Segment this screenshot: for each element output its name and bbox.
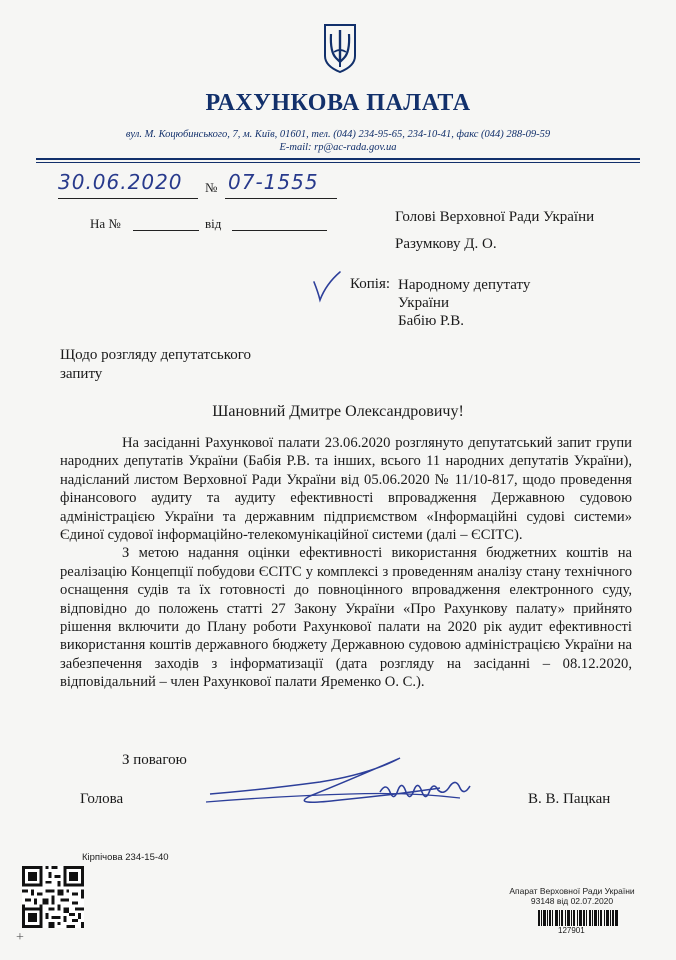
barcode-icon (538, 910, 618, 926)
letterhead-rule-thin (36, 162, 640, 163)
trident-emblem-icon (322, 22, 358, 74)
barcode-number: 127901 (558, 926, 585, 935)
signer-name: В. В. Пацкан (528, 791, 611, 807)
outgoing-date-line (58, 198, 198, 199)
letterhead-rule (36, 158, 640, 160)
subject-line: запиту (60, 366, 103, 382)
handwritten-signature (200, 752, 510, 822)
organization-email: E-mail: rp@ac-rada.gov.ua (279, 142, 397, 153)
letter-body (60, 434, 632, 692)
copy-line: Народному депутату (398, 277, 531, 293)
addressee-name: Разумкову Д. О. (395, 236, 497, 252)
reference-date-line (232, 230, 327, 231)
reference-number-line (133, 230, 199, 231)
organization-address: вул. М. Коцюбинського, 7, м. Київ, 01601, тел. (044) 234-95-65, 234-10-41, факс (044) 288-09-59 (125, 129, 551, 140)
reference-number-label: На № (90, 216, 121, 231)
subject-line: Щодо розгляду депутатського (60, 347, 252, 363)
salutation: Шановний Дмитре Олександровичу! (212, 403, 464, 420)
closing-regards: З повагою (122, 752, 187, 768)
signer-title: Голова (80, 791, 124, 807)
body-paragraph: З метою надання оцінки ефективності використання бюджетних коштів на реалізацію Концепції побудови ЄСІТС у комплексі з проведенням аналізу стану технічного оснащення судів та їх готовності до повноцінного впровадження електронного суду, відповідно до положень статті 27 Закону України «Про Рахункову палату» прийнято рішення включити до Плану роботи Рахункової палати на 2020 рік аудит ефективності використання коштів державного бюджету Державною судовою адміністрацією України на забезпечення заходів з інформатизації (дата розгляду на засіданні – 08.12.2020, відповідальний – член Рахункової палати Яременко О. С.). (60, 545, 632, 691)
number-sign: № (205, 180, 218, 195)
copy-line: України (398, 295, 449, 311)
copy-line: Бабію Р.В. (398, 313, 464, 329)
letter-subject (60, 346, 320, 384)
outgoing-number-line (225, 198, 337, 199)
copy-recipient (398, 276, 598, 330)
scan-edge-mark (420, 0, 540, 5)
registration-stamp (506, 886, 638, 906)
qr-code-icon (22, 866, 84, 928)
pencil-mark-icon: + (16, 930, 24, 945)
copy-label: Копія: (350, 276, 391, 292)
outgoing-date: 30.06.2020 (58, 170, 183, 194)
body-paragraph: На засіданні Рахункової палати 23.06.2020 розглянуто депутатський запит групи народних депутатів України (Бабія Р.В. та інших, всього 11 народних депутатів України), надісланий листом Верховної Ради України від 05.06.2020 № 11/10-817, щодо проведення фінансового аудиту та аудиту ефективності впровадження Державною судовою адміністрацією України та державним підприємством «Інформаційні судові системи» Єдиної судової інформаційно-телекомунікаційної системи (далі – ЄСІТС). (60, 435, 632, 544)
handwritten-check-icon (310, 270, 344, 304)
stamp-line: 93148 від 02.07.2020 (530, 896, 614, 906)
outgoing-number: 07-1555 (228, 170, 319, 194)
addressee-position: Голові Верховної Ради України (395, 209, 595, 225)
stamp-line: Апарат Верховної Ради України (509, 886, 635, 896)
organization-name: РАХУНКОВА ПАЛАТА (205, 90, 471, 116)
reference-date-label: від (205, 216, 222, 231)
executor-info: Кірпічова 234-15-40 (82, 852, 169, 863)
